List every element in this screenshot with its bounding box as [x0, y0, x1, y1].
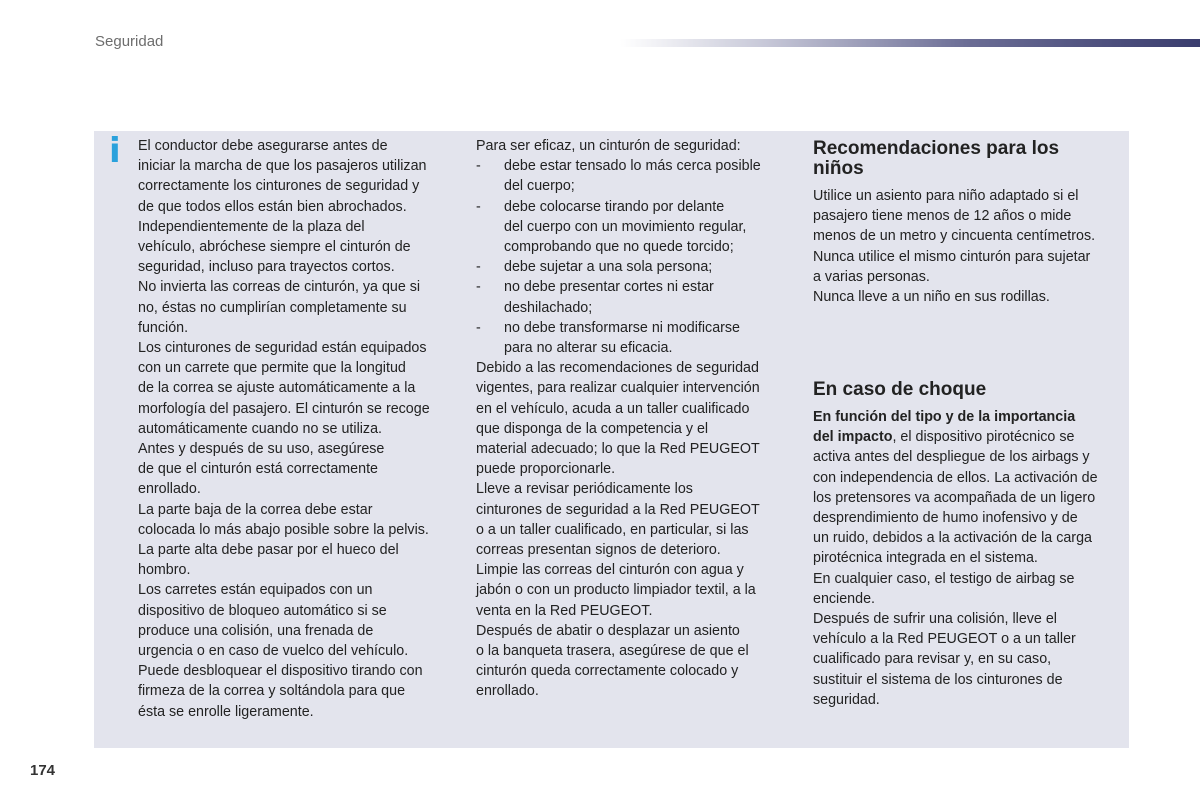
bullet-item	[476, 156, 796, 196]
text-line: Lleve a revisar periódicamente los	[476, 481, 693, 498]
text-line: menos de un metro y cincuenta centímetros.	[813, 228, 1096, 245]
text-line: Después de sufrir una colisión, lleve el	[813, 611, 1057, 628]
text-line: cualificado para revisar y, en su caso,	[813, 651, 1052, 668]
bullet-item	[476, 257, 796, 277]
text-line: venta en la Red PEUGEOT.	[476, 602, 653, 619]
text-line: de la correa se ajuste automáticamente a la	[138, 380, 416, 397]
text-line: urgencia o en caso de vuelco del vehículo.	[138, 643, 409, 660]
text-line: enrollado.	[138, 481, 201, 498]
text-line: pirotécnica integrada en el sistema.	[813, 550, 1038, 567]
bullet-item	[476, 318, 796, 358]
text-line: vigentes, para realizar cualquier intervención	[476, 380, 760, 397]
text-line: cinturón queda correctamente colocado y	[476, 663, 739, 680]
text-line: La parte alta debe pasar por el hueco del	[138, 542, 399, 559]
column-2	[476, 136, 796, 702]
text-line: morfología del pasajero. El cinturón se recoge	[138, 400, 430, 417]
text-line: debe sujetar a una sola persona;	[504, 259, 713, 276]
text-line: sustituir el sistema de los cinturones de	[813, 671, 1063, 688]
text-line: iniciar la marcha de que los pasajeros utilizan	[138, 158, 427, 175]
text-line: con independencia de ellos. La activación de	[813, 469, 1098, 486]
text-line	[813, 427, 1128, 447]
bold-line: En función del tipo y de la importancia	[813, 409, 1076, 425]
text-line: enciende.	[813, 590, 876, 607]
text-line: del cuerpo;	[504, 178, 575, 195]
text-line: Antes y después de su uso, asegúrese	[138, 441, 385, 458]
text-line: deshilachado;	[504, 299, 593, 316]
info-icon: i	[109, 131, 121, 171]
text-line: No invierta las correas de cinturón, ya que si	[138, 279, 421, 296]
text-line: en el vehículo, acuda a un taller cualificado	[476, 400, 750, 417]
text-line: pasajero tiene menos de 12 años o mide	[813, 208, 1072, 225]
text-line: no debe presentar cortes ni estar	[504, 279, 714, 296]
text-line: En cualquier caso, el testigo de airbag se	[813, 570, 1075, 587]
text-line: produce una colisión, una frenada de	[138, 622, 374, 639]
text-line: a varias personas.	[813, 268, 930, 285]
text-line: La parte baja de la correa debe estar	[138, 501, 373, 518]
bold-span: del impacto	[813, 429, 893, 446]
bullet-dash: -	[476, 259, 481, 276]
text-line: debe estar tensado lo más cerca posible	[504, 158, 761, 175]
bullet-dash: -	[476, 279, 481, 296]
text-line: vehículo, abróchese siempre el cinturón de	[138, 239, 411, 256]
intro-line: Para ser eficaz, un cinturón de seguridad:	[476, 138, 741, 154]
text-line: Nunca utilice el mismo cinturón para sujetar	[813, 248, 1091, 265]
text-line: un ruido, debidos a la activación de la carga	[813, 530, 1092, 547]
text-line: Independientemente de la plaza del	[138, 218, 365, 235]
text-line: colocada lo más abajo posible sobre la pelvis.	[138, 521, 429, 538]
text-line: material adecuado; lo que la Red PEUGEOT	[476, 441, 760, 458]
text-line: de que el cinturón está correctamente	[138, 461, 379, 478]
text-line: que disponga de la competencia y el	[476, 420, 709, 437]
text-line: activa antes del despliegue de los airbags y	[813, 449, 1090, 466]
text-line: Utilice un asiento para niño adaptado si el	[813, 188, 1079, 204]
text-line: debe colocarse tirando por delante	[504, 198, 725, 215]
text-line: seguridad, incluso para trayectos cortos.	[138, 259, 395, 276]
text-line: no, éstas no cumplirían completamente su	[138, 299, 407, 316]
recomendaciones-body	[813, 186, 1123, 307]
text-line: automáticamente cuando no se utiliza.	[138, 420, 382, 437]
bullet-item	[476, 277, 796, 317]
column-1	[138, 136, 458, 722]
text-line: del cuerpo con un movimiento regular,	[504, 218, 747, 235]
text-line: para no alterar su eficacia.	[504, 340, 673, 357]
text-line: dispositivo de bloqueo automático si se	[138, 602, 387, 619]
choque-body	[813, 407, 1128, 710]
text-line: los pretensores va acompañada de un ligero	[813, 489, 1096, 506]
bullet-dash: -	[476, 198, 481, 215]
heading-recomendaciones: Recomendaciones para los niños	[813, 138, 1060, 179]
text-line: con un carrete que permite que la longitud	[138, 360, 406, 377]
text-line: Los cinturones de seguridad están equipados	[138, 340, 427, 357]
text-line: desprendimiento de humo inofensivo y de	[813, 510, 1078, 527]
text-line: seguridad.	[813, 691, 880, 708]
text-line: o la banqueta trasera, asegúrese de que el	[476, 643, 749, 660]
text-line: de que todos ellos están bien abrochados.	[138, 198, 407, 215]
text-line: enrollado.	[476, 683, 539, 700]
text-span: , el dispositivo pirotécnico se	[892, 429, 1075, 446]
text-line: correctamente los cinturones de seguridad y	[138, 178, 420, 195]
bullet-item	[476, 197, 796, 258]
text-line: firmeza de la correa y soltándola para que	[138, 683, 406, 700]
text-line: cinturones de seguridad a la Red PEUGEOT	[476, 501, 760, 518]
text-line: Después de abatir o desplazar un asiento	[476, 622, 740, 639]
text-line: ésta se enrolle ligeramente.	[138, 703, 314, 720]
text-line: Nunca lleve a un niño en sus rodillas.	[813, 289, 1050, 306]
text-line: Los carretes están equipados con un	[138, 582, 373, 599]
section-title: Seguridad	[95, 33, 164, 50]
text-line: vehículo a la Red PEUGEOT o a un taller	[813, 631, 1076, 648]
text-line: función.	[138, 319, 189, 336]
text-line: no debe transformarse ni modificarse	[504, 319, 741, 336]
page-number: 174	[30, 762, 56, 779]
text-line: comprobando que no quede torcido;	[504, 239, 734, 256]
text-line: El conductor debe asegurarse antes de	[138, 138, 388, 154]
text-line: Debido a las recomendaciones de seguridad	[476, 360, 759, 377]
header-gradient-bar	[620, 39, 1200, 47]
heading-choque: En caso de choque	[813, 379, 987, 400]
text-line: hombro.	[138, 562, 191, 579]
text-line: jabón o con un producto limpiador textil, a la	[476, 582, 756, 599]
text-line: puede proporcionarle.	[476, 461, 616, 478]
bullet-dash: -	[476, 319, 481, 336]
text-line: correas presentan signos de deterioro.	[476, 542, 721, 559]
text-line: o a un taller cualificado, en particular, si las	[476, 521, 749, 538]
bullet-dash: -	[476, 158, 481, 175]
text-line: Puede desbloquear el dispositivo tirando con	[138, 663, 423, 680]
text-line: Limpie las correas del cinturón con agua y	[476, 562, 744, 579]
